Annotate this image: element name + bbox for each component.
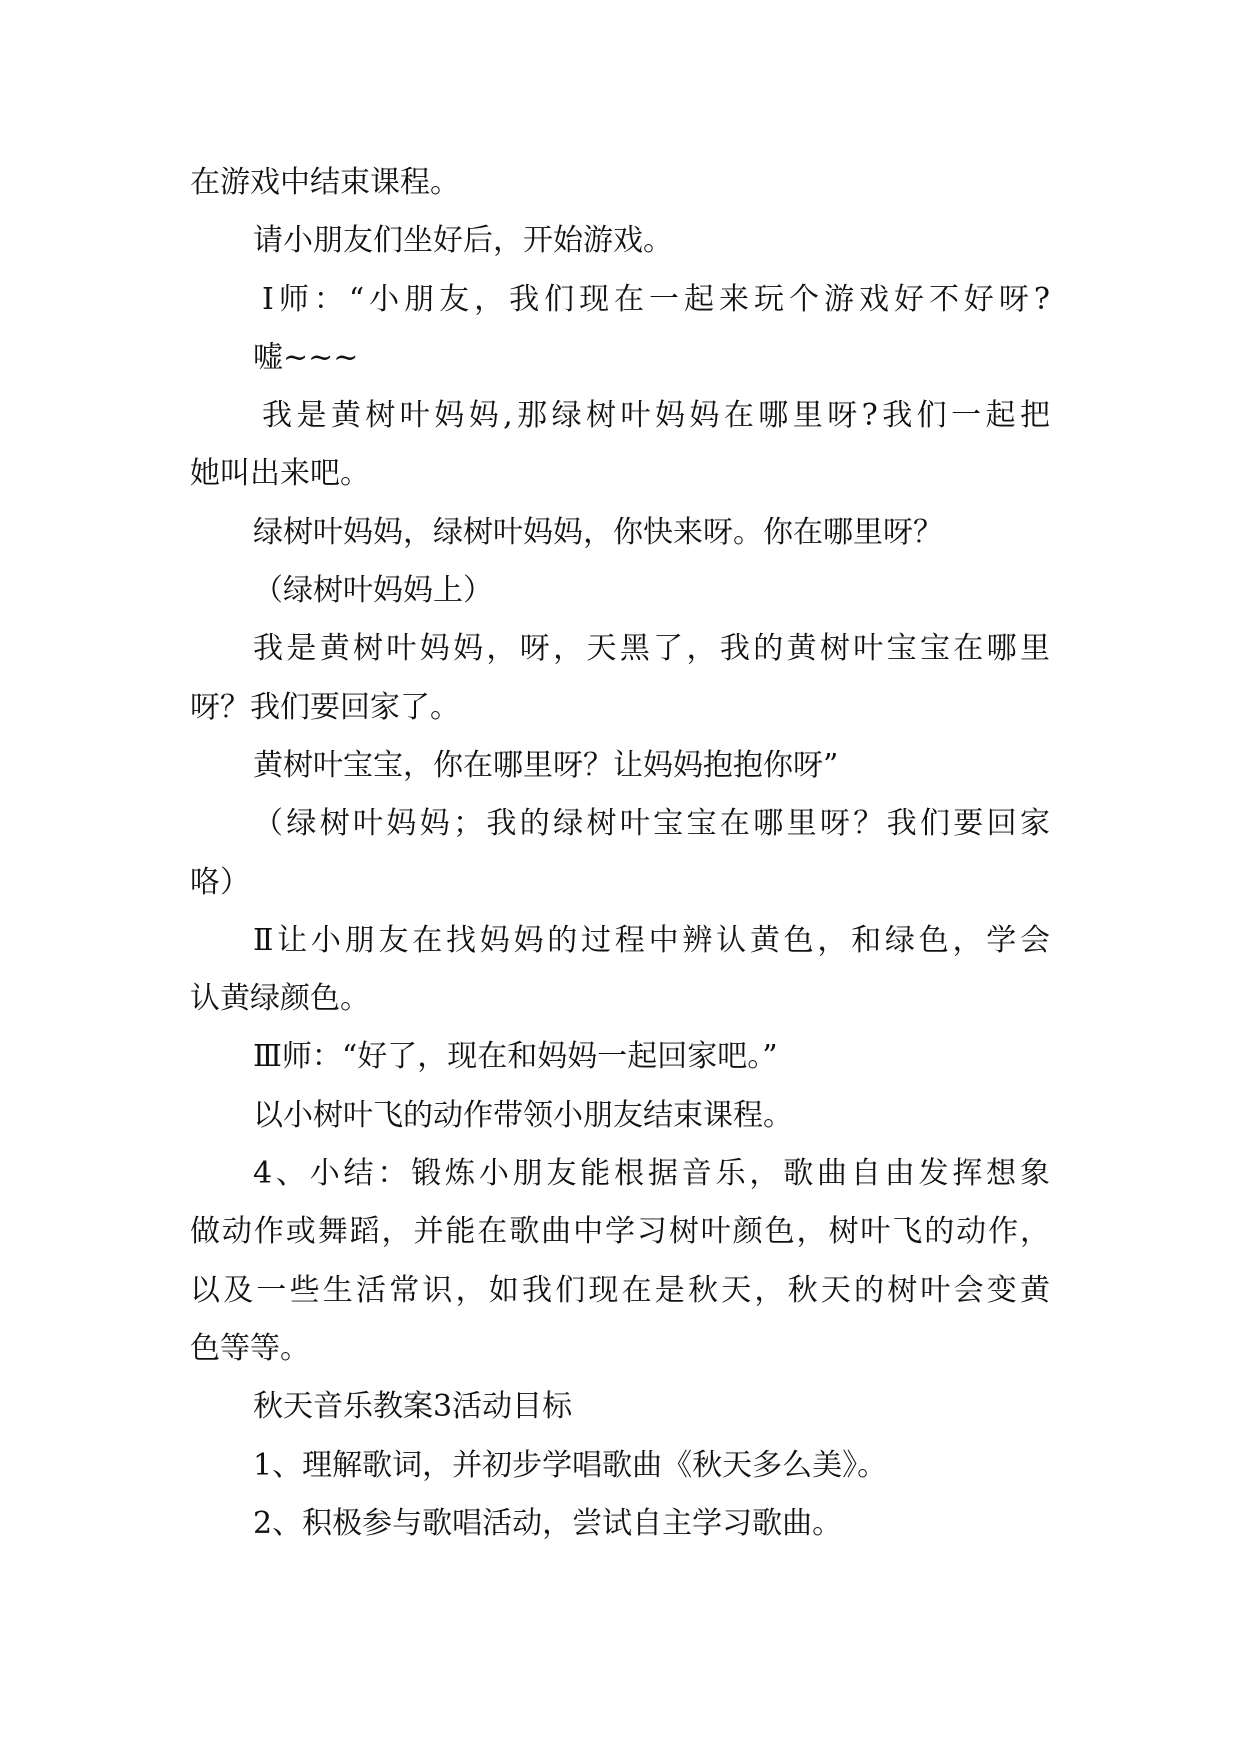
- paragraph-line: 嘘~~~: [253, 339, 359, 375]
- paragraph-line: 呀？我们要回家了。: [190, 689, 460, 725]
- paragraph-line: 绿树叶妈妈，绿树叶妈妈，你快来呀。你在哪里呀？: [253, 514, 943, 550]
- paragraph-line: 咯）: [190, 864, 250, 900]
- section-heading: 秋天音乐教案3活动目标: [253, 1389, 573, 1425]
- paragraph-line: Ⅲ师：“好了，现在和妈妈一起回家吧。”: [253, 1039, 778, 1075]
- document-body: [190, 154, 1050, 1553]
- paragraph-line: 我是黄树叶妈妈,那绿树叶妈妈在哪里呀?我们一起把: [262, 398, 1050, 434]
- paragraph-line: 2、积极参与歌唱活动，尝试自主学习歌曲。: [253, 1505, 843, 1541]
- paragraph-line: （绿树叶妈妈；我的绿树叶宝宝在哪里呀？我们要回家: [253, 806, 1050, 842]
- paragraph-line: 4、小结：锻炼小朋友能根据音乐，歌曲自由发挥想象: [253, 1156, 1050, 1192]
- paragraph-line: Ⅱ让小朋友在找妈妈的过程中辨认黄色，和绿色，学会: [253, 922, 1050, 958]
- paragraph-line: 做动作或舞蹈，并能在歌曲中学习树叶颜色，树叶飞的动作，: [190, 1214, 1050, 1250]
- paragraph-line: 我是黄树叶妈妈，呀，天黑了，我的黄树叶宝宝在哪里: [253, 631, 1050, 667]
- paragraph-line: 1、理解歌词，并初步学唱歌曲《秋天多么美》。: [253, 1447, 888, 1483]
- paragraph-line: 请小朋友们坐好后，开始游戏。: [253, 223, 673, 259]
- paragraph-line: 色等等。: [190, 1330, 310, 1366]
- paragraph-line: （绿树叶妈妈上）: [253, 573, 493, 609]
- paragraph-line: 以小树叶飞的动作带领小朋友结束课程。: [253, 1097, 793, 1133]
- paragraph-line: 认黄绿颜色。: [190, 981, 370, 1017]
- paragraph-line: 黄树叶宝宝，你在哪里呀？让妈妈抱抱你呀”: [253, 747, 839, 783]
- paragraph-line: 在游戏中结束课程。: [190, 165, 460, 200]
- paragraph-line: 她叫出来吧。: [190, 456, 370, 492]
- paragraph-line: Ⅰ师：“小朋友，我们现在一起来玩个游戏好不好呀?: [262, 281, 1050, 317]
- paragraph-line: 以及一些生活常识，如我们现在是秋天，秋天的树叶会变黄: [190, 1272, 1050, 1308]
